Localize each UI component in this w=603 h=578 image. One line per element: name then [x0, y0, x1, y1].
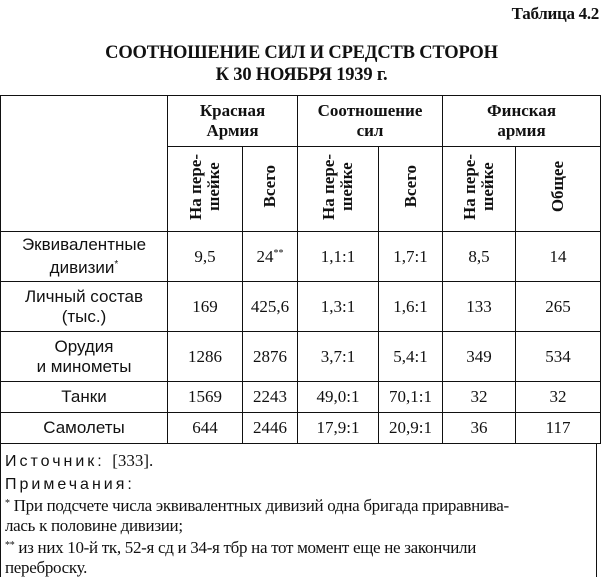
table-row [1, 382, 601, 413]
cell: 9,5 [168, 232, 243, 282]
cell: 644 [168, 413, 243, 444]
cell: 5,4:1 [379, 332, 443, 382]
cell: 1569 [168, 382, 243, 413]
subheader-red-total: Всего [243, 147, 298, 232]
table-row [1, 332, 601, 382]
cell: 1,3:1 [298, 282, 379, 332]
notes-heading: Примечания: [5, 476, 135, 493]
table-number: Таблица 4.2 [511, 4, 599, 23]
table-title [0, 42, 603, 86]
subheader-ratio-total: Всего [379, 147, 443, 232]
row-label: Эквивалентные дивизии* [1, 232, 168, 282]
source-ref: [333]. [112, 451, 154, 470]
cell: 14 [516, 232, 601, 282]
cell: 1,6:1 [379, 282, 443, 332]
cell: 49,0:1 [298, 382, 379, 413]
cell: 1,7:1 [379, 232, 443, 282]
header-red-army: Красная Армия [168, 96, 298, 147]
cell: 24** [243, 232, 298, 282]
subheader-finn-isthmus: На пере- шейке [443, 147, 516, 232]
forces-table [0, 95, 601, 444]
cell: 70,1:1 [379, 382, 443, 413]
header-ratio: Соотношение сил [298, 96, 443, 147]
cell: 8,5 [443, 232, 516, 282]
cell: 169 [168, 282, 243, 332]
row-label: Личный состав (тыс.) [1, 282, 168, 332]
cell: 32 [516, 382, 601, 413]
row-label: Орудия и минометы [1, 332, 168, 382]
subheader-red-isthmus: На пере- шейке [168, 147, 243, 232]
cell: 3,7:1 [298, 332, 379, 382]
table-row [1, 282, 601, 332]
cell: 36 [443, 413, 516, 444]
row-label: Самолеты [1, 413, 168, 444]
notes-block [0, 443, 597, 577]
cell: 2243 [243, 382, 298, 413]
cell: 2876 [243, 332, 298, 382]
cell: 117 [516, 413, 601, 444]
subheader-finn-overall: Общее [516, 147, 601, 232]
subheader-ratio-isthmus: На пере- шейке [298, 147, 379, 232]
header-corner [1, 96, 168, 232]
header-finnish-army: Финская армия [443, 96, 601, 147]
cell: 265 [516, 282, 601, 332]
note-item: * При подсчете числа эквивалентных дивизий одна бригада приравнива- лась к половине дивизии; [5, 496, 509, 535]
cell: 425,6 [243, 282, 298, 332]
cell: 534 [516, 332, 601, 382]
table-row [1, 232, 601, 282]
cell: 349 [443, 332, 516, 382]
row-label: Танки [1, 382, 168, 413]
source-line [5, 451, 596, 471]
title-line-1: СООТНОШЕНИЕ СИЛ И СРЕДСТВ СТОРОН [105, 43, 498, 63]
title-line-2: К 30 НОЯБРЯ 1939 г. [215, 65, 388, 85]
cell: 1,1:1 [298, 232, 379, 282]
cell: 2446 [243, 413, 298, 444]
header-group-row [1, 96, 601, 147]
source-label: Источник: [5, 453, 105, 470]
cell: 1286 [168, 332, 243, 382]
cell: 20,9:1 [379, 413, 443, 444]
table-row [1, 413, 601, 444]
note-item: ** из них 10-й тк, 52-я сд и 34-я тбр на тот момент еще не закончили переброску. [5, 538, 477, 577]
cell: 133 [443, 282, 516, 332]
cell: 17,9:1 [298, 413, 379, 444]
cell: 32 [443, 382, 516, 413]
